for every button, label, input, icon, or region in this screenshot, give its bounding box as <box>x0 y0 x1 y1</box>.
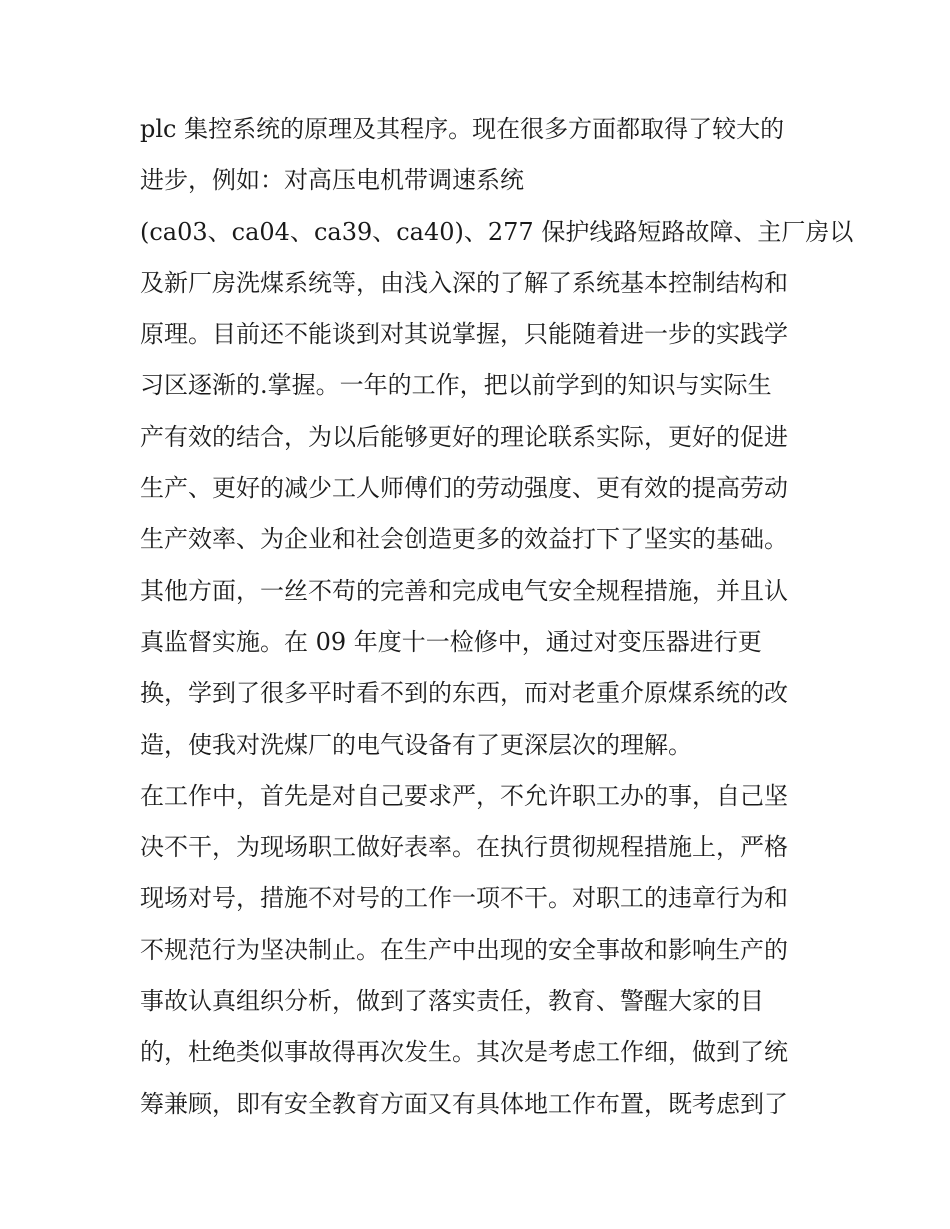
text-line: 原理。目前还不能谈到对其说掌握，只能随着进一步的实践学 <box>140 320 788 349</box>
text-line: 在工作中，首先是对自己要求严，不允许职工办的事，自己坚 <box>140 781 788 810</box>
text-line: 生产、更好的减少工人师傅们的劳动强度、更有效的提高劳动 <box>140 474 788 503</box>
text-line: 其他方面，一丝不苟的完善和完成电气安全规程措施，并且认 <box>140 576 788 605</box>
text-line: 产有效的结合，为以后能够更好的理论联系实际，更好的促进 <box>140 422 788 451</box>
text-line: 真监督实施。在 09 年度十一检修中，通过对变压器进行更 <box>140 627 762 656</box>
text-line: 造，使我对洗煤厂的电气设备有了更深层次的理解。 <box>140 730 692 759</box>
text-line: 进步，例如：对高压电机带调速系统 <box>140 166 524 195</box>
text-line: 决不干，为现场职工做好表率。在执行贯彻规程措施上，严格 <box>140 833 788 862</box>
text-line: (ca03、ca04、ca39、ca40)、277 保护线路短路故障、主厂房以 <box>140 217 854 246</box>
text-line: 不规范行为坚决制止。在生产中出现的安全事故和影响生产的 <box>140 935 788 964</box>
text-line: 的，杜绝类似事故得再次发生。其次是考虑工作细，做到了统 <box>140 1038 788 1067</box>
text-line: 事故认真组织分析，做到了落实责任，教育、警醒大家的目 <box>140 987 764 1016</box>
text-line: 筹兼顾，即有安全教育方面又有具体地工作布置，既考虑到了 <box>140 1089 788 1118</box>
text-line: 换，学到了很多平时看不到的东西，而对老重介原煤系统的改 <box>140 679 788 708</box>
text-line: 及新厂房洗煤系统等，由浅入深的了解了系统基本控制结构和 <box>140 268 788 297</box>
body-text <box>140 107 854 1133</box>
text-line: 习区逐渐的.掌握。一年的工作，把以前学到的知识与实际生 <box>140 371 772 400</box>
text-line: plc 集控系统的原理及其程序。现在很多方面都取得了较大的 <box>140 115 785 143</box>
text-line: 生产效率、为企业和社会创造更多的效益打下了坚实的基础。 <box>140 525 788 554</box>
text-line: 现场对号，措施不对号的工作一项不干。对职工的违章行为和 <box>140 884 788 913</box>
